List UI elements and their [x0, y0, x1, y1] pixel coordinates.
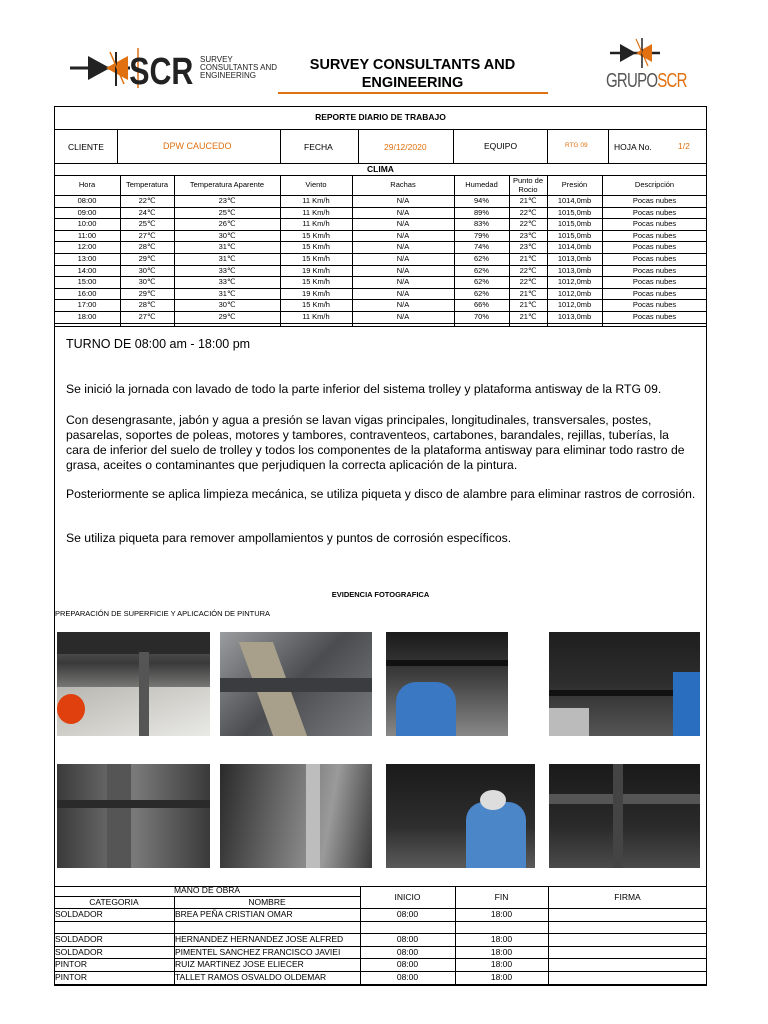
weather-cell-temperature: 28℃ — [138, 242, 156, 252]
weather-cell-humidity: 62% — [473, 288, 489, 298]
weather-cell-temperature: 24℃ — [138, 207, 156, 217]
labor-table — [54, 908, 707, 984]
weather-cell-pressure: 1014,0mb — [557, 196, 592, 205]
weather-cell-description: Pocas nubes — [632, 312, 677, 321]
weather-cell-pressure: 1014,0mb — [557, 242, 592, 252]
date-value: 29/12/2020 — [384, 142, 427, 152]
weather-cell-humidity: 62% — [473, 254, 489, 263]
weather-cell-apparent-temp: 33℃ — [218, 277, 236, 287]
labor-row-divider — [54, 921, 707, 922]
weather-cell-pressure: 1015,0mb — [557, 230, 592, 240]
labor-cell-name: BREA PEÑA CRISTIAN OMAR — [175, 909, 293, 919]
weather-cell-apparent-temp: 25℃ — [218, 207, 236, 217]
weather-cell-temperature: 29℃ — [138, 288, 156, 298]
labor-cell-category: SOLDADOR — [55, 946, 103, 957]
col-start: INICIO — [394, 892, 421, 902]
labor-cell-name: RUIZ MARTINEZ JOSE ELIECER — [175, 959, 304, 970]
weather-cell-description: Pocas nubes — [632, 207, 677, 217]
weather-cell-hour: 16:00 — [77, 288, 97, 298]
weather-cell-description: Pocas nubes — [632, 230, 677, 240]
labor-cell-end: 18:00 — [490, 972, 513, 982]
weather-cell-hour: 11:00 — [77, 230, 97, 240]
labor-cell-name: PIMENTEL SANCHEZ FRANCISCO JAVIEI — [175, 946, 341, 957]
weather-cell-apparent-temp: 29℃ — [218, 312, 236, 321]
weather-cell-wind: 15 Km/h — [302, 230, 330, 240]
sheet-label: HOJA No. — [614, 142, 652, 152]
weather-cell-temperature: 30℃ — [138, 277, 156, 287]
weather-cell-temperature: 28℃ — [138, 300, 156, 310]
weather-cell-humidity: 62% — [473, 277, 489, 287]
weather-cell-description: Pocas nubes — [632, 300, 677, 310]
weather-cell-hour: 10:00 — [77, 219, 97, 229]
weather-cell-description: Pocas nubes — [632, 288, 677, 298]
weather-cell-gusts: N/A — [396, 196, 410, 205]
photo-1 — [57, 632, 210, 736]
weather-cell-dew-point: 21℃ — [519, 288, 537, 298]
weather-cell-wind: 11 Km/h — [302, 207, 330, 217]
weather-cell-gusts: N/A — [396, 207, 410, 217]
weather-cell-gusts: N/A — [396, 312, 410, 321]
scr-text: SCR — [657, 70, 687, 92]
photo-8 — [549, 764, 700, 868]
weather-cell-apparent-temp: 30℃ — [218, 230, 236, 240]
weather-cell-dew-point: 23℃ — [519, 230, 537, 240]
weather-cell-dew-point: 23℃ — [519, 242, 537, 252]
weather-cell-pressure: 1012,0mb — [557, 288, 592, 298]
labor-cell-start: 08:00 — [396, 909, 419, 919]
equipment-value: RTG 09 — [565, 142, 588, 149]
photo-6 — [220, 764, 372, 868]
labor-cell-category: PINTOR — [55, 959, 87, 970]
labor-cell-end: 18:00 — [490, 909, 513, 919]
scr-logo-subtitle: SURVEY CONSULTANTS AND ENGINEERING — [200, 55, 278, 80]
labor-cell-end: 18:00 — [490, 959, 513, 970]
weather-cell-wind: 15 Km/h — [302, 242, 330, 252]
labor-title: MANO DE OBRA — [173, 885, 241, 895]
grupo-text: GRUPO — [606, 70, 658, 92]
photo-3 — [386, 632, 508, 736]
weather-cell-humidity: 62% — [473, 265, 489, 275]
labor-cell-start: 08:00 — [396, 946, 419, 957]
weather-cell-apparent-temp: 31℃ — [218, 288, 236, 298]
weather-cell-wind: 15 Km/h — [302, 254, 330, 263]
weather-cell-gusts: N/A — [396, 230, 410, 240]
weather-cell-hour: 17:00 — [77, 300, 97, 310]
weather-cell-humidity: 89% — [473, 207, 489, 217]
paragraph-3: Posteriormente se aplica limpieza mecánica, se utiliza piqueta y disco de alambre para eliminar rastros de corrosión. — [66, 487, 696, 501]
weather-header-dew-point: Punto de Rocio — [512, 176, 544, 194]
weather-cell-apparent-temp: 31℃ — [218, 242, 236, 252]
weather-cell-gusts: N/A — [396, 288, 410, 298]
weather-cell-pressure: 1013,0mb — [557, 312, 592, 321]
col-category: CATEGORIA — [89, 897, 139, 907]
weather-cell-wind: 15 Km/h — [302, 277, 330, 287]
weather-cell-hour: 13:00 — [77, 254, 97, 263]
weather-cell-dew-point: 21℃ — [519, 196, 537, 205]
title-underline — [278, 92, 548, 94]
weather-cell-gusts: N/A — [396, 219, 410, 229]
divider — [54, 129, 707, 130]
weather-cell-humidity: 66% — [473, 300, 489, 310]
labor-cell-name: TALLET RAMOS OSVALDO OLDEMAR — [175, 972, 327, 982]
weather-cell-humidity: 70% — [473, 312, 489, 321]
weather-row-divider — [54, 323, 707, 324]
weather-cell-apparent-temp: 30℃ — [218, 300, 236, 310]
weather-cell-apparent-temp: 31℃ — [218, 254, 236, 263]
paragraph-2: Con desengrasante, jabón y agua a presión se lavan vigas principales, longitudinales, transversales, postes, pasarelas, soportes de poleas, motores y tambores, contraventeos, cartabones, barandales, rejillas, tuberías, la cara de inferior del suelo de trolley y todos los componentes de la plataforma antisway para eliminar todo rastro de grasa, aceites o contaminantes que perjudiquen la correcta aplicación de la pintura. — [66, 413, 685, 472]
evidence-subtitle: PREPARACIÓN DE SUPERFICIE Y APLICACIÓN DE PINTURA — [55, 609, 271, 618]
labor-cell-category: SOLDADOR — [55, 909, 103, 919]
labor-cell-start: 08:00 — [396, 972, 419, 982]
weather-cell-temperature: 25℃ — [138, 219, 156, 229]
weather-cell-description: Pocas nubes — [632, 242, 677, 252]
shift-text: TURNO DE 08:00 am - 18:00 pm — [66, 337, 251, 351]
weather-cell-hour: 15:00 — [77, 277, 97, 287]
weather-cell-temperature: 27℃ — [138, 312, 156, 321]
weather-header-pressure: Presión — [561, 180, 588, 189]
weather-cell-apparent-temp: 23℃ — [218, 196, 236, 205]
weather-cell-wind: 11 Km/h — [302, 219, 330, 229]
labor-header-divider — [548, 886, 549, 908]
weather-cell-hour: 18:00 — [77, 312, 97, 321]
weather-header-description: Descripción — [634, 180, 675, 189]
labor-cell-end: 18:00 — [490, 934, 513, 945]
weather-cell-pressure: 1015,0mb — [557, 207, 592, 217]
weather-cell-wind: 15 Km/h — [302, 300, 330, 310]
weather-cell-gusts: N/A — [396, 254, 410, 263]
weather-cell-wind: 11 Km/h — [302, 196, 330, 205]
client-value: DPW CAUCEDO — [163, 141, 232, 151]
weather-cell-temperature: 22℃ — [138, 196, 156, 205]
scr-logo — [70, 46, 278, 90]
labor-cell-start: 08:00 — [396, 959, 419, 970]
weather-cell-humidity: 94% — [473, 196, 489, 205]
weather-cell-description: Pocas nubes — [632, 196, 677, 205]
weather-cell-gusts: N/A — [396, 300, 410, 310]
weather-header-temperature: Temperatura — [125, 180, 169, 189]
col-end: FIN — [494, 892, 509, 902]
weather-table — [54, 175, 707, 326]
photo-7 — [386, 764, 535, 868]
sheet-value: 1/2 — [678, 141, 690, 151]
weather-cell-dew-point: 22℃ — [519, 277, 537, 287]
report-title: REPORTE DIARIO DE TRABAJO — [315, 112, 446, 122]
weather-cell-pressure: 1012,0mb — [557, 277, 592, 287]
weather-cell-humidity: 79% — [473, 230, 489, 240]
weather-cell-humidity: 74% — [473, 242, 489, 252]
weather-cell-hour: 12:00 — [77, 242, 97, 252]
weather-cell-description: Pocas nubes — [632, 254, 677, 263]
labor-header-divider — [174, 896, 175, 908]
weather-cell-dew-point: 22℃ — [519, 265, 537, 275]
scr-logo-text: SCR — [129, 50, 194, 90]
weather-cell-description: Pocas nubes — [632, 219, 677, 229]
weather-header-humidity: Humedad — [465, 180, 498, 189]
labor-cell-start: 08:00 — [396, 934, 419, 945]
weather-cell-dew-point: 22℃ — [519, 219, 537, 229]
client-label: CLIENTE — [68, 142, 104, 152]
equipment-label: EQUIPO — [484, 141, 518, 151]
labor-row-divider — [54, 984, 707, 985]
weather-header-gusts: Rachas — [390, 180, 416, 189]
weather-cell-temperature: 27℃ — [138, 230, 156, 240]
company-title: SURVEY CONSULTANTS AND ENGINEERING — [309, 57, 516, 91]
weather-cell-description: Pocas nubes — [632, 265, 677, 275]
weather-cell-hour: 08:00 — [77, 196, 97, 205]
weather-cell-apparent-temp: 26℃ — [218, 219, 236, 229]
weather-cell-wind: 11 Km/h — [302, 312, 330, 321]
photo-4 — [549, 632, 700, 736]
weather-cell-hour: 14:00 — [77, 265, 97, 275]
labor-cell-name: HERNANDEZ HERNANDEZ JOSE ALFRED — [175, 934, 344, 945]
weather-cell-wind: 19 Km/h — [302, 288, 330, 298]
paragraph-4: Se utiliza piqueta para remover ampollamientos y puntos de corrosión específicos. — [66, 531, 512, 545]
weather-cell-pressure: 1013,0mb — [557, 265, 592, 275]
weather-cell-dew-point: 21℃ — [519, 254, 537, 263]
weather-cell-temperature: 30℃ — [138, 265, 156, 275]
weather-cell-gusts: N/A — [396, 242, 410, 252]
col-name: NOMBRE — [248, 897, 286, 907]
date-label: FECHA — [304, 142, 333, 152]
weather-cell-gusts: N/A — [396, 277, 410, 287]
weather-cell-wind: 19 Km/h — [302, 265, 330, 275]
weather-cell-pressure: 1012,0mb — [557, 300, 592, 310]
photo-5 — [57, 764, 210, 868]
weather-cell-gusts: N/A — [396, 265, 410, 275]
weather-cell-pressure: 1015,0mb — [557, 219, 592, 229]
photo-2 — [220, 632, 372, 736]
weather-header-wind: Viento — [305, 180, 327, 189]
evidence-title: EVIDENCIA FOTOGRAFICA — [331, 590, 430, 599]
weather-cell-temperature: 29℃ — [138, 254, 156, 263]
weather-cell-dew-point: 22℃ — [519, 207, 537, 217]
grupo-scr-logo — [600, 36, 687, 100]
weather-cell-humidity: 83% — [473, 219, 489, 229]
weather-cell-description: Pocas nubes — [632, 277, 677, 287]
labor-header-divider — [360, 886, 361, 908]
col-signature: FIRMA — [614, 892, 641, 902]
weather-cell-dew-point: 21℃ — [519, 300, 537, 310]
labor-cell-category: PINTOR — [55, 972, 87, 982]
labor-cell-end: 18:00 — [490, 946, 513, 957]
paragraph-1: Se inició la jornada con lavado de todo la parte inferior del sistema trolley y plataforma antisway de la RTG 09. — [66, 382, 662, 396]
labor-header-divider — [455, 886, 456, 908]
weather-cell-hour: 09:00 — [77, 207, 97, 217]
labor-cell-category: SOLDADOR — [55, 934, 103, 945]
weather-cell-dew-point: 21℃ — [519, 312, 537, 321]
weather-header-hour: Hora — [78, 180, 96, 189]
weather-cell-pressure: 1013,0mb — [557, 254, 592, 263]
weather-title: CLIMA — [367, 164, 394, 174]
weather-cell-apparent-temp: 33℃ — [218, 265, 236, 275]
weather-header-apparent-temp: Temperatura Aparente — [189, 180, 265, 189]
